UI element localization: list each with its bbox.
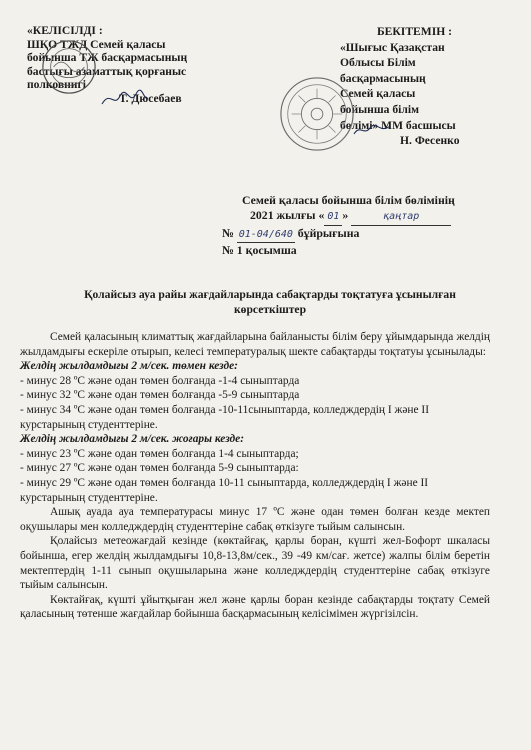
approved-line: Семей қаласы [340,87,416,101]
agreed-signatory: Т. Дюсебаев [119,91,182,105]
decree-date-line [250,208,512,225]
list-item: - минус 32 ºС және одан төмен болғанда -5-9 сыныптарда [20,389,300,402]
decree-num-prefix: № [222,225,234,240]
approved-line: басқармасының [340,71,426,85]
decree-line-1: Семей қаласы бойынша білім бөлімінің [242,193,455,207]
paragraph-2: Қолайсыз метеожағдай кезінде (көктайғақ, қарлы боран, күшті жел-Бофорт шкаласы бойынша, егер желдің жылдамдығы 10,8-13,8м/сек., 39 -49 км/сағ. жетсе) жалпы білім беретін мектептердің 1-11 сынып оқушыларына және колледждердің студенттеріне сабақ өткізуге тыйым салынсын. [20,535,490,592]
intro-paragraph: Семей қаласының климаттық жағдайларына байланысты білім беру ұйымдарында желдің жылдамдығы ескеріле отырып, келесі температуралық шекте сабақтарды тоқтатуы ұсынылады: [20,331,490,358]
decree-number-line [222,226,512,243]
list-item: - минус 27 ºС және одан төмен болғанда 5-9 сыныптарда: [20,462,299,475]
agreed-line: «КЕЛІСІЛДІ : [27,24,103,37]
list-item: - минус 29 ºС және одан төмен болғанда 10-11 сыныптарда, колледждердің І және ІІ курстарының студенттеріне. [20,476,429,504]
state-emblem-stamp-icon [278,75,356,153]
list-item: - минус 28 ºС және одан төмен болғанда -1-4 сыныптарда [20,374,300,387]
agreed-line: ШҚО ТЖД Семей қаласы [27,37,166,51]
document-title-line-1: Қолайсыз ауа райы жағдайларында сабақтарды тоқтатуға ұсынылған [84,288,456,301]
decree-year: 2021 жылғы « [250,208,325,223]
paragraph-1: Ашық ауада ауа температурасы минус 17 ºС және одан төмен болған кезде мектеп оқушылары мен колледждердің студенттеріне сабақ өткізуге тыйым салынсын. [20,506,490,533]
decree-day: 01 [324,209,342,225]
round-seal-icon [40,38,98,96]
document-title [20,287,520,317]
approved-line: бойынша білім [340,102,419,116]
decree-day-close: » [342,208,349,223]
agreed-line: бойынша ТЖ басқармасының [27,51,188,65]
signature-left-icon [100,88,150,110]
paragraph-3: Көктайғақ, күшті ұйытқыған жел және қарлы боран кезінде сабақтарды тоқтату Семей қаласының төтенше жағдайлар бойынша басқармасының келісімімен жүргізілсін. [20,593,490,621]
document-title-line-2: көрсеткіштер [233,303,307,316]
decree-month: қаңтар [351,209,451,225]
list-item: - минус 34 ºС және одан төмен болғанда -10-11сыныптарда, колледждердің І және ІІ курстарының студенттеріне. [20,403,430,431]
approved-line: Облысы Білім [340,56,416,70]
decree-reference [222,193,512,259]
section2-heading: Желдің жылдамдығы 2 м/сек. жоғары кезде: [20,433,244,446]
list-item: - минус 23 ºС және одан төмен болғанда 1-4 сыныптарда; [20,447,299,460]
approved-line: бөлімі» ММ басшысы [340,118,456,132]
approved-line: «Шығыс Қазақстан [340,40,445,54]
agreed-line: бастығы азаматтық қорғаныс [27,64,187,78]
approved-signatory: Н. Фесенко [400,134,460,148]
approved-title: БЕКІТЕМІН : [377,25,453,38]
section1-heading: Желдің жылдамдығы 2 м/сек. төмен кезде: [20,360,238,373]
decree-annex: № 1 қосымша [222,243,297,258]
signature-right-icon [352,122,392,138]
decree-num-suffix: бұйрығына [297,225,360,240]
document-body [20,330,490,622]
agreed-line: полковнигі [27,78,86,92]
decree-number: 01-04/640 [237,227,295,243]
